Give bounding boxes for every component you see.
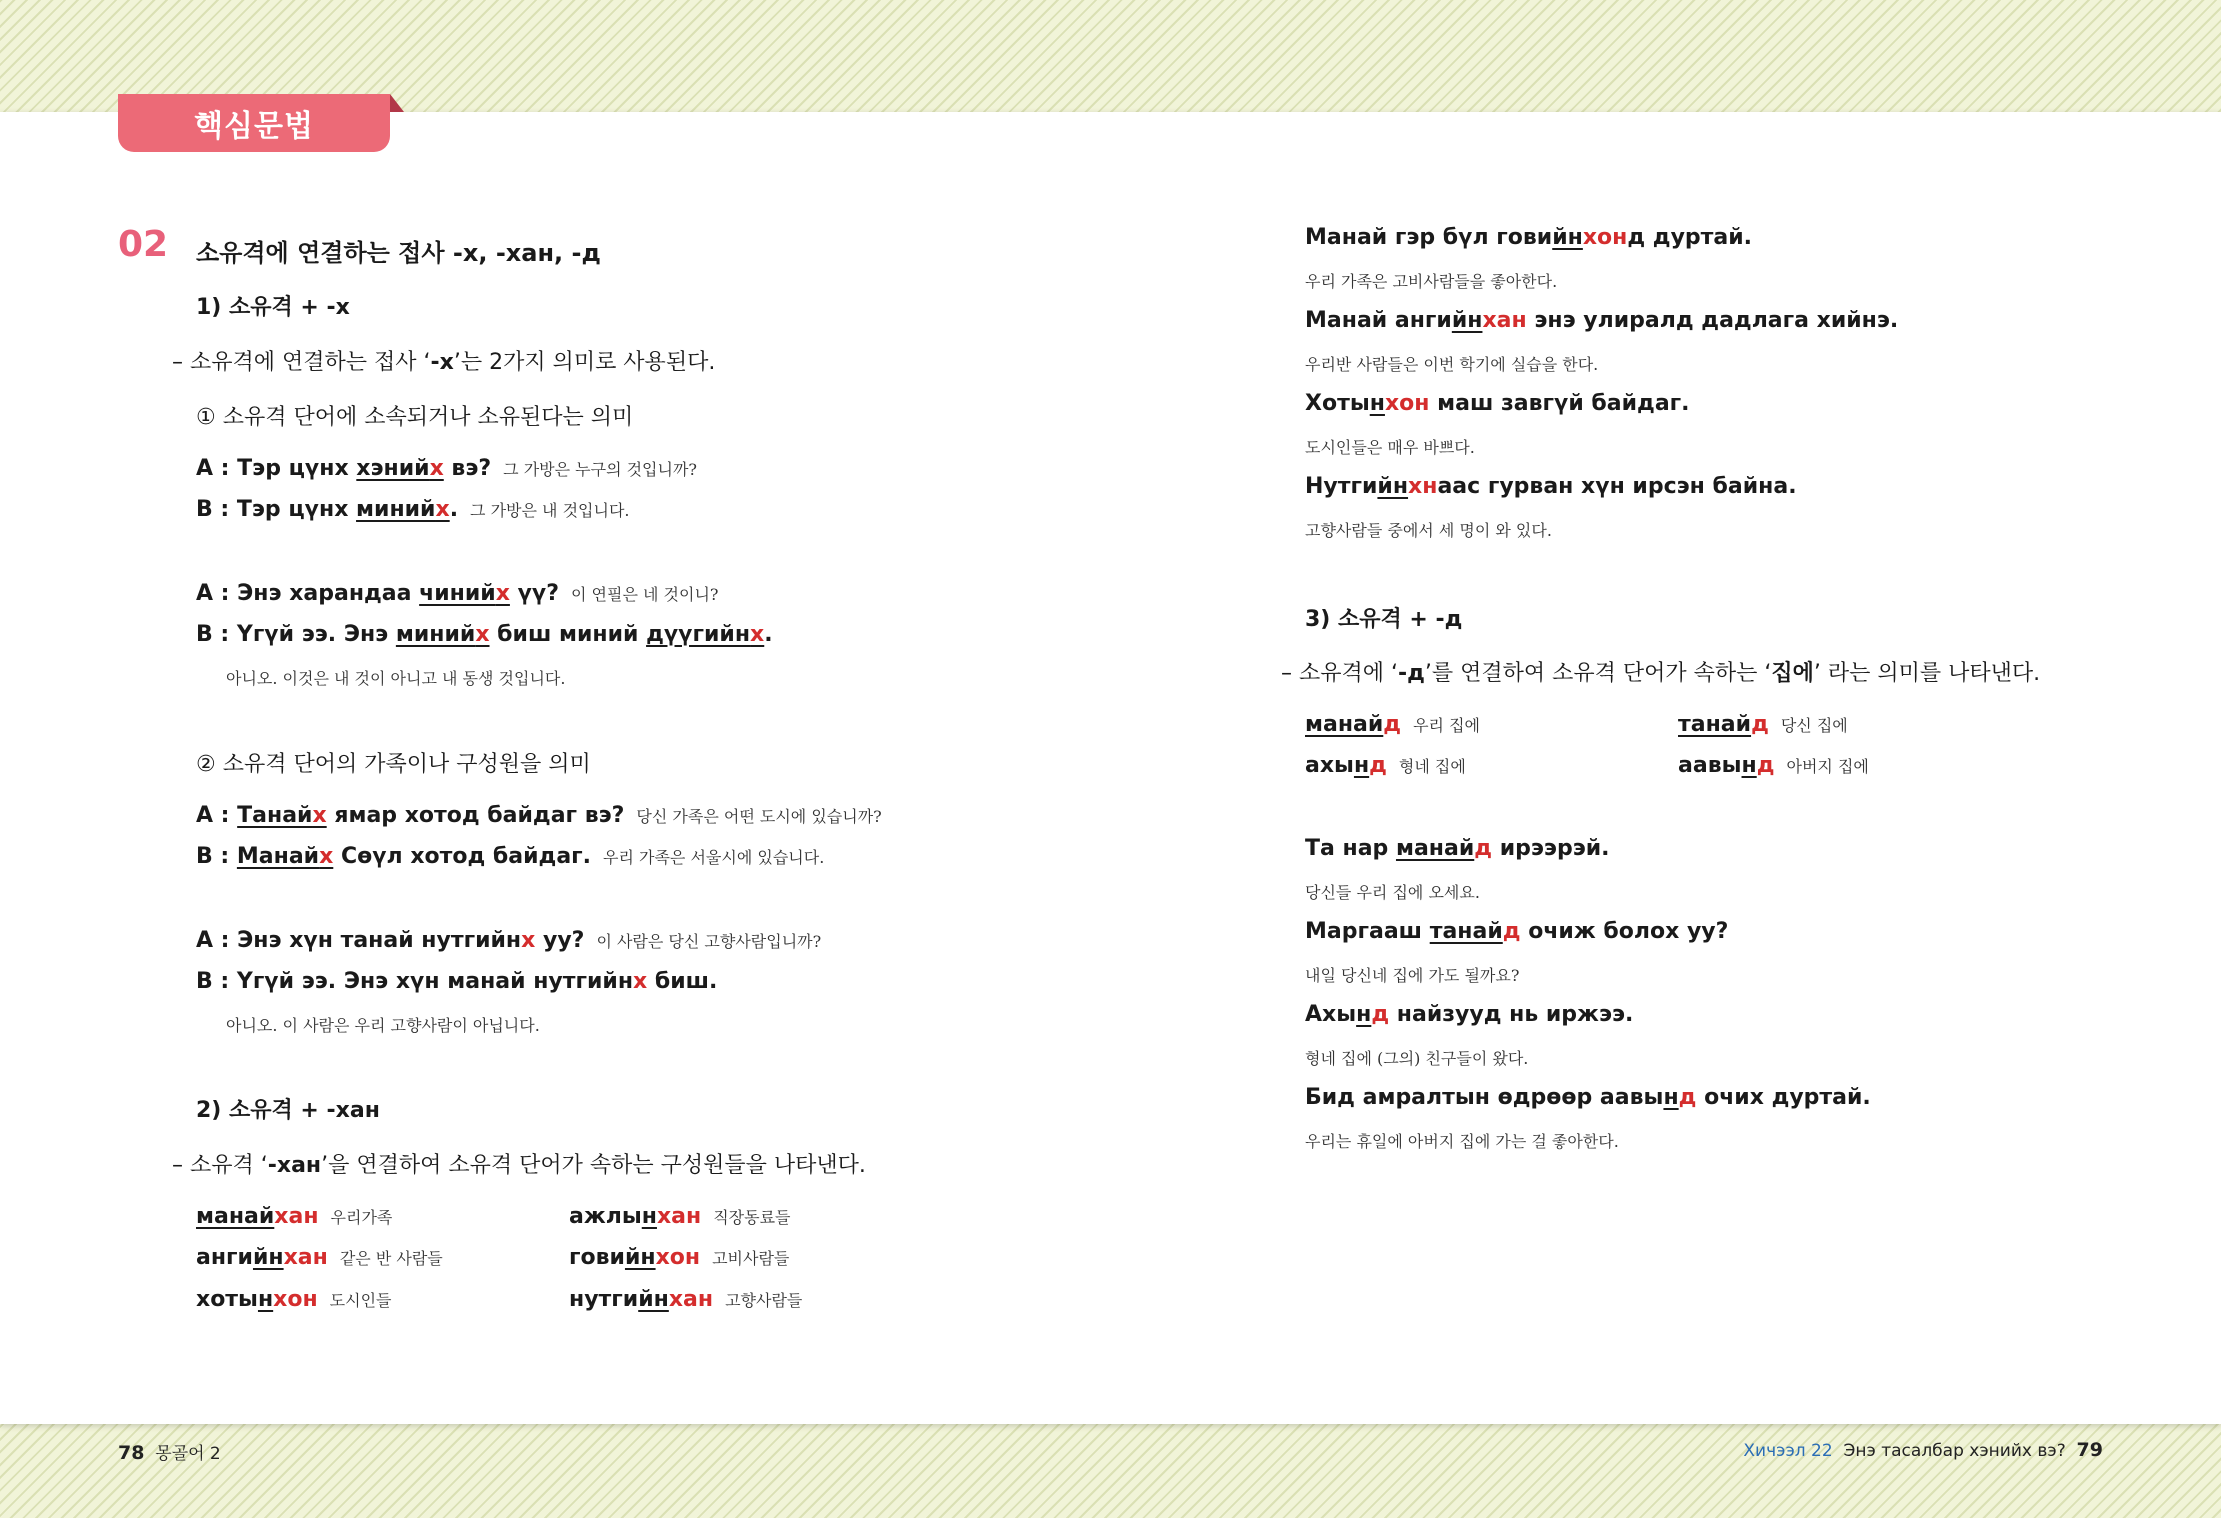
example-translation: 우리반 사람들은 이번 학기에 실습을 한다. — [1305, 355, 1599, 374]
vocab-item: ахынд 형네 집에 — [1305, 753, 1466, 778]
vocab-item: ангийнхан 같은 반 사람들 — [196, 1245, 443, 1270]
example-line: Та нар манайд ирээрэй. — [1305, 836, 1610, 861]
footer-left: 78 몽골어 2 — [118, 1442, 221, 1464]
sub2-heading: 2) 소유격 + -хан — [196, 1098, 380, 1123]
example-line: B : Үгүй ээ. Энэ хүн манай нутгийнх биш. — [196, 969, 718, 994]
example-line: Манай ангийнхан энэ улиралд дадлага хийнэ. — [1305, 308, 1899, 333]
example-translation: 내일 당신네 집에 가도 될까요? — [1305, 966, 1520, 985]
example-line: A : Энэ хүн танай нутгийнх уу? 이 사람은 당신 고향사람입니까? — [196, 928, 822, 953]
example-line: Хотынхон маш завгүй байдаг. — [1305, 391, 1690, 416]
vocab-item: нутгийнхан 고향사람들 — [569, 1287, 803, 1312]
example-translation: 형네 집에 (그의) 친구들이 왔다. — [1305, 1049, 1529, 1068]
vocab-item: аавынд 아버지 집에 — [1678, 753, 1869, 778]
example-line: A : Танайх ямар хотод байдаг вэ? 당신 가족은 어떤 도시에 있습니까? — [196, 803, 882, 828]
vocab-item: говийнхон 고비사람들 — [569, 1245, 790, 1270]
sub3-description: – 소유격에 ‘-д’를 연결하여 소유격 단어가 속하는 ‘집에’ 라는 의미를 나타낸다. — [1281, 661, 2041, 686]
vocab-item: хотынхон 도시인들 — [196, 1287, 392, 1312]
vocab-item: манайхан 우리가족 — [196, 1204, 393, 1229]
meaning-1: ① 소유격 단어에 소속되거나 소유된다는 의미 — [196, 405, 634, 430]
example-translation: 도시인들은 매우 바쁘다. — [1305, 438, 1475, 457]
example-line: Бид амралтын өдрөөр аавынд очих дуртай. — [1305, 1085, 1871, 1110]
example-line: Ахынд найзууд нь иржээ. — [1305, 1002, 1634, 1027]
example-line: Маргааш танайд очиж болох уу? — [1305, 919, 1729, 944]
vocab-item: манайд 우리 집에 — [1305, 712, 1480, 737]
example-translation: 우리 가족은 고비사람들을 좋아한다. — [1305, 272, 1558, 291]
example-line: B : Манайх Сөүл хотод байдаг. 우리 가족은 서울시에 있습니다. — [196, 844, 825, 869]
sub2-description: – 소유격 ‘-хан’을 연결하여 소유격 단어가 속하는 구성원들을 나타낸다. — [172, 1153, 866, 1178]
example-line: A : Энэ харандаа чинийх үү? 이 연필은 네 것이니? — [196, 581, 719, 606]
example-translation: 아니오. 이 사람은 우리 고향사람이 아닙니다. — [226, 1016, 540, 1035]
sub3-heading: 3) 소유격 + -д — [1305, 607, 1463, 632]
example-translation: 당신들 우리 집에 오세요. — [1305, 883, 1480, 902]
example-line: B : Үгүй ээ. Энэ минийх биш миний дүүгийнх. — [196, 622, 773, 647]
meaning-2: ② 소유격 단어의 가족이나 구성원을 의미 — [196, 752, 591, 777]
example-line: Манай гэр бүл говийнхонд дуртай. — [1305, 225, 1753, 250]
example-line: B : Тэр цүнх минийх. 그 가방은 내 것입니다. — [196, 497, 630, 522]
example-translation: 아니오. 이것은 내 것이 아니고 내 동생 것입니다. — [226, 669, 566, 688]
vocab-item: ажлынхан 직장동료들 — [569, 1204, 791, 1229]
example-translation: 고향사람들 중에서 세 명이 와 있다. — [1305, 521, 1552, 540]
section-number: 02 — [118, 224, 169, 265]
section-tab: 핵심문법 — [118, 94, 390, 152]
section-title: 소유격에 연결하는 접사 -х, -хан, -д — [196, 239, 601, 267]
example-line: Нутгийнхнаас гурван хүн ирсэн байна. — [1305, 474, 1797, 499]
sub1-heading: 1) 소유격 + -х — [196, 295, 350, 320]
tab-fold — [390, 94, 404, 112]
example-line: A : Тэр цүнх хэнийх вэ? 그 가방은 누구의 것입니까? — [196, 456, 698, 481]
vocab-item: танайд 당신 집에 — [1678, 712, 1848, 737]
example-translation: 우리는 휴일에 아버지 집에 가는 걸 좋아한다. — [1305, 1132, 1619, 1151]
footer-right: Хичээл 22 Энэ тасалбар хэнийх вэ? 79 — [1743, 1439, 2103, 1461]
sub1-description: – 소유격에 연결하는 접사 ‘-х’는 2가지 의미로 사용된다. — [172, 350, 716, 375]
